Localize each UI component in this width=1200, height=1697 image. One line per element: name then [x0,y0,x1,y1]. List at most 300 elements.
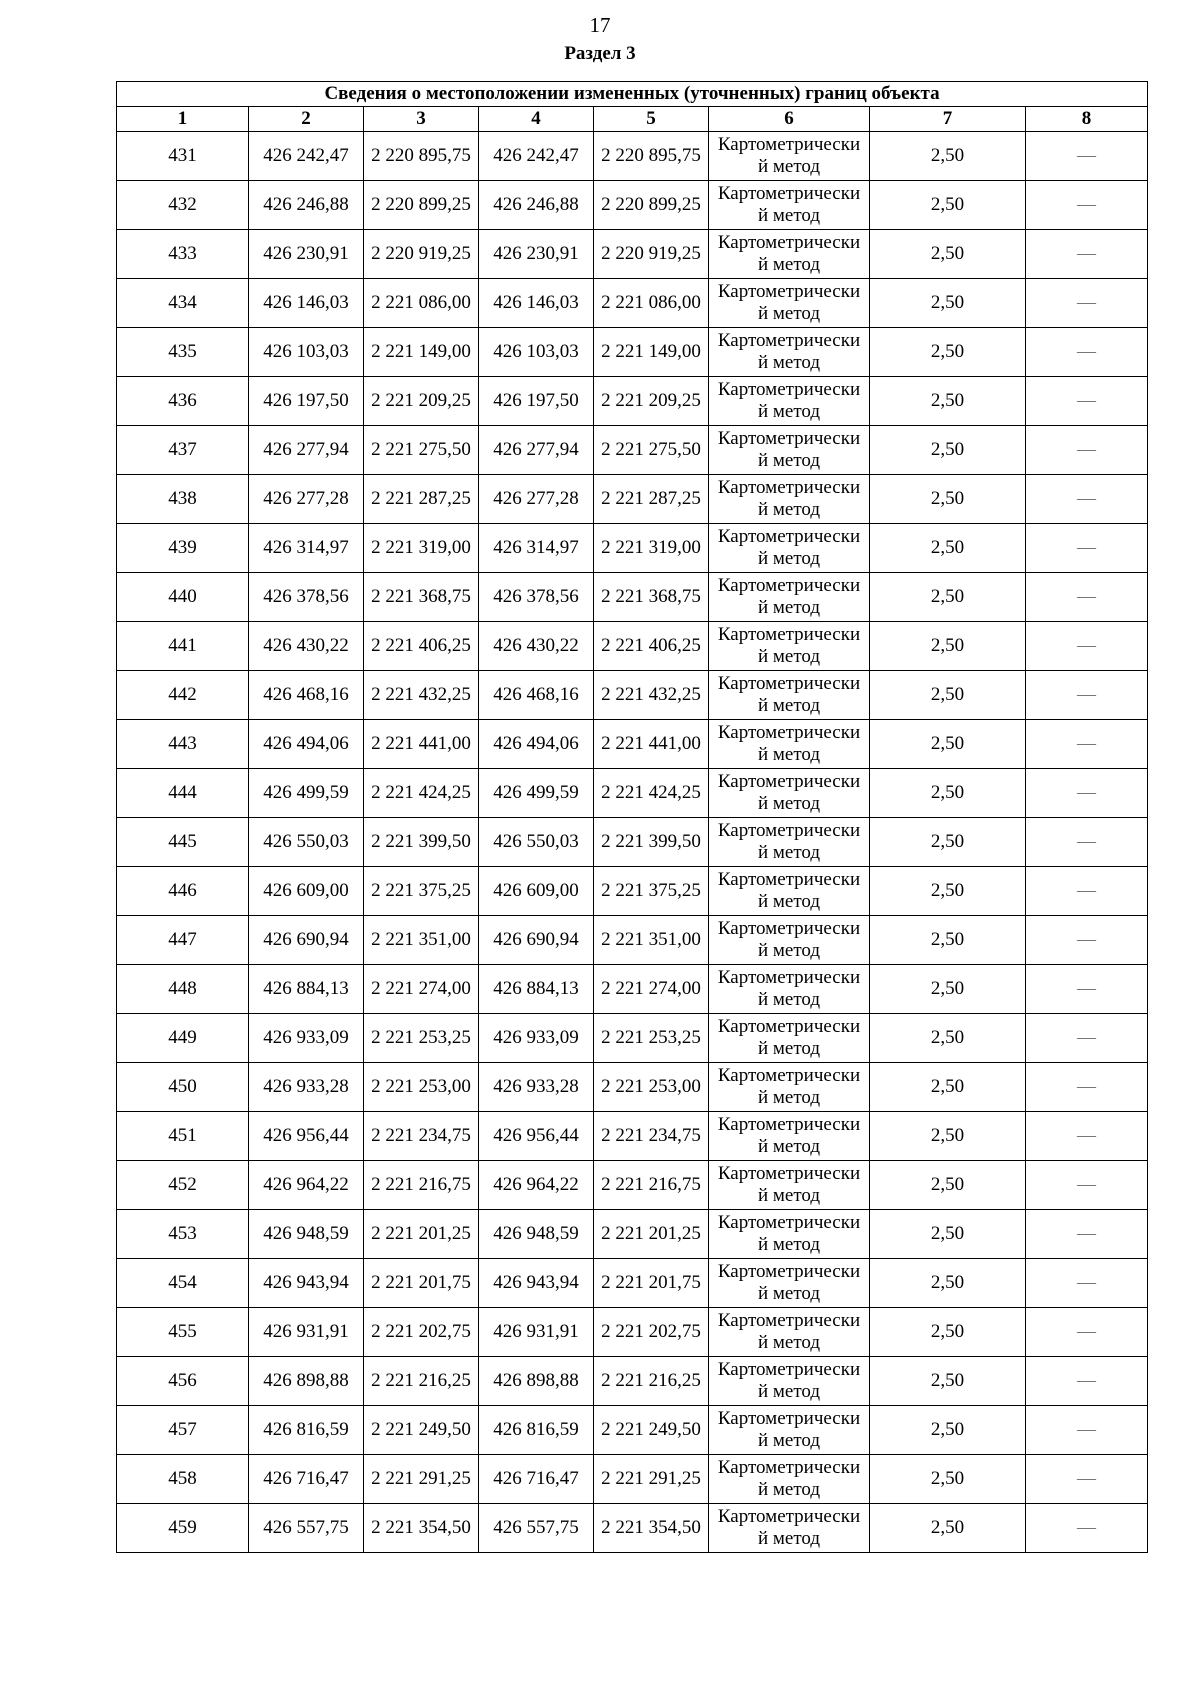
method-text-line2: й метод [757,989,821,1010]
method-text-line1: Картометрически [717,1212,861,1233]
method-text-line2: й метод [757,352,821,373]
y-new-cell: 2 220 895,75 [594,132,709,181]
x-old-cell: 426 430,22 [249,622,364,671]
table-row [117,377,1148,426]
y-new-cell: 2 221 399,50 [594,818,709,867]
accuracy-cell: 2,50 [870,622,1026,671]
y-new-cell: 2 221 441,00 [594,720,709,769]
y-new-cell: 2 221 086,00 [594,279,709,328]
empty-dash-cell: — [1026,867,1148,916]
empty-dash-cell: — [1026,132,1148,181]
x-new-cell: 426 277,28 [479,475,594,524]
column-number-row [117,107,1148,132]
empty-dash-cell: — [1026,818,1148,867]
y-new-cell: 2 221 275,50 [594,426,709,475]
empty-dash-cell: — [1026,1504,1148,1553]
x-new-cell: 426 230,91 [479,230,594,279]
method-text-line1: Картометрически [717,526,861,547]
accuracy-cell: 2,50 [870,1504,1026,1553]
method-cell [709,671,870,720]
column-number: 6 [709,107,870,132]
y-old-cell: 2 221 399,50 [364,818,479,867]
empty-dash-cell: — [1026,1357,1148,1406]
point-number-cell: 453 [117,1210,249,1259]
table-row [117,1455,1148,1504]
table-row [117,622,1148,671]
x-new-cell: 426 816,59 [479,1406,594,1455]
method-cell [709,328,870,377]
table-row [117,1161,1148,1210]
y-old-cell: 2 221 287,25 [364,475,479,524]
column-number: 3 [364,107,479,132]
accuracy-cell: 2,50 [870,475,1026,524]
method-text-line1: Картометрически [717,1114,861,1135]
empty-dash-cell: — [1026,475,1148,524]
x-old-cell: 426 964,22 [249,1161,364,1210]
empty-dash-cell: — [1026,1210,1148,1259]
x-new-cell: 426 430,22 [479,622,594,671]
x-old-cell: 426 609,00 [249,867,364,916]
accuracy-cell: 2,50 [870,916,1026,965]
x-old-cell: 426 716,47 [249,1455,364,1504]
method-text-line1: Картометрически [717,1408,861,1429]
y-old-cell: 2 221 441,00 [364,720,479,769]
x-old-cell: 426 246,88 [249,181,364,230]
method-text-line1: Картометрически [717,1065,861,1086]
y-new-cell: 2 221 351,00 [594,916,709,965]
point-number-cell: 455 [117,1308,249,1357]
empty-dash-cell: — [1026,181,1148,230]
point-number-cell: 454 [117,1259,249,1308]
accuracy-cell: 2,50 [870,965,1026,1014]
table-body [117,132,1148,1553]
method-cell [709,1455,870,1504]
y-new-cell: 2 221 424,25 [594,769,709,818]
empty-dash-cell: — [1026,1014,1148,1063]
point-number-cell: 459 [117,1504,249,1553]
table-row [117,818,1148,867]
x-old-cell: 426 494,06 [249,720,364,769]
empty-dash-cell: — [1026,1308,1148,1357]
empty-dash-cell: — [1026,1406,1148,1455]
column-number: 4 [479,107,594,132]
table-row [117,230,1148,279]
method-text-line1: Картометрически [717,428,861,449]
point-number-cell: 442 [117,671,249,720]
y-old-cell: 2 221 368,75 [364,573,479,622]
method-text-line1: Картометрически [717,1457,861,1478]
method-cell [709,1504,870,1553]
x-new-cell: 426 550,03 [479,818,594,867]
x-new-cell: 426 557,75 [479,1504,594,1553]
method-cell [709,720,870,769]
y-new-cell: 2 221 209,25 [594,377,709,426]
column-number: 1 [117,107,249,132]
point-number-cell: 434 [117,279,249,328]
method-text-line1: Картометрически [717,771,861,792]
y-old-cell: 2 221 234,75 [364,1112,479,1161]
point-number-cell: 436 [117,377,249,426]
section-title: Раздел 3 [564,43,636,64]
x-new-cell: 426 494,06 [479,720,594,769]
method-cell [709,181,870,230]
accuracy-cell: 2,50 [870,1406,1026,1455]
method-text-line2: й метод [757,1479,821,1500]
method-text-line2: й метод [757,548,821,569]
y-old-cell: 2 221 406,25 [364,622,479,671]
y-old-cell: 2 221 375,25 [364,867,479,916]
method-text-line2: й метод [757,401,821,422]
method-text-line2: й метод [757,499,821,520]
y-new-cell: 2 221 234,75 [594,1112,709,1161]
table-caption-row [117,82,1148,107]
method-cell [709,818,870,867]
method-cell [709,426,870,475]
point-number-cell: 450 [117,1063,249,1112]
table-row [117,769,1148,818]
method-text-line1: Картометрически [717,869,861,890]
y-old-cell: 2 221 149,00 [364,328,479,377]
method-cell [709,1308,870,1357]
method-cell [709,1210,870,1259]
x-old-cell: 426 197,50 [249,377,364,426]
y-old-cell: 2 221 319,00 [364,524,479,573]
table-row [117,1063,1148,1112]
method-text-line2: й метод [757,156,821,177]
point-number-cell: 431 [117,132,249,181]
point-number-cell: 456 [117,1357,249,1406]
method-text-line1: Картометрически [717,624,861,645]
point-number-cell: 443 [117,720,249,769]
y-new-cell: 2 221 216,25 [594,1357,709,1406]
method-text-line2: й метод [757,303,821,324]
x-new-cell: 426 314,97 [479,524,594,573]
method-text-line1: Картометрически [717,967,861,988]
y-old-cell: 2 221 216,75 [364,1161,479,1210]
table-row [117,1112,1148,1161]
y-new-cell: 2 221 406,25 [594,622,709,671]
y-new-cell: 2 221 354,50 [594,1504,709,1553]
x-new-cell: 426 898,88 [479,1357,594,1406]
x-new-cell: 426 933,09 [479,1014,594,1063]
x-old-cell: 426 468,16 [249,671,364,720]
method-text-line1: Картометрически [717,1016,861,1037]
point-number-cell: 451 [117,1112,249,1161]
y-old-cell: 2 221 086,00 [364,279,479,328]
accuracy-cell: 2,50 [870,132,1026,181]
y-new-cell: 2 221 432,25 [594,671,709,720]
y-old-cell: 2 221 354,50 [364,1504,479,1553]
x-new-cell: 426 956,44 [479,1112,594,1161]
empty-dash-cell: — [1026,720,1148,769]
accuracy-cell: 2,50 [870,769,1026,818]
x-new-cell: 426 964,22 [479,1161,594,1210]
table-row [117,328,1148,377]
point-number-cell: 433 [117,230,249,279]
y-old-cell: 2 220 919,25 [364,230,479,279]
accuracy-cell: 2,50 [870,426,1026,475]
method-text-line1: Картометрически [717,1506,861,1527]
method-text-line1: Картометрически [717,918,861,939]
accuracy-cell: 2,50 [870,279,1026,328]
point-number-cell: 439 [117,524,249,573]
column-number: 8 [1026,107,1148,132]
method-text-line2: й метод [757,1528,821,1549]
table-row [117,1014,1148,1063]
x-old-cell: 426 230,91 [249,230,364,279]
accuracy-cell: 2,50 [870,1455,1026,1504]
x-new-cell: 426 609,00 [479,867,594,916]
x-old-cell: 426 933,09 [249,1014,364,1063]
accuracy-cell: 2,50 [870,1259,1026,1308]
table-row [117,1259,1148,1308]
column-number: 7 [870,107,1026,132]
y-old-cell: 2 221 201,25 [364,1210,479,1259]
method-cell [709,1014,870,1063]
page-number: 17 [589,13,611,37]
method-text-line2: й метод [757,695,821,716]
x-new-cell: 426 884,13 [479,965,594,1014]
method-text-line2: й метод [757,1087,821,1108]
method-cell [709,622,870,671]
point-number-cell: 437 [117,426,249,475]
y-old-cell: 2 221 209,25 [364,377,479,426]
empty-dash-cell: — [1026,426,1148,475]
x-new-cell: 426 468,16 [479,671,594,720]
method-cell [709,1161,870,1210]
empty-dash-cell: — [1026,916,1148,965]
method-text-line2: й метод [757,1332,821,1353]
table-row [117,1504,1148,1553]
x-new-cell: 426 197,50 [479,377,594,426]
method-cell [709,965,870,1014]
method-text-line1: Картометрически [717,379,861,400]
point-number-cell: 452 [117,1161,249,1210]
y-new-cell: 2 221 368,75 [594,573,709,622]
x-old-cell: 426 146,03 [249,279,364,328]
method-cell [709,1406,870,1455]
point-number-cell: 446 [117,867,249,916]
y-new-cell: 2 221 375,25 [594,867,709,916]
table-row [117,524,1148,573]
y-old-cell: 2 221 216,25 [364,1357,479,1406]
y-new-cell: 2 221 249,50 [594,1406,709,1455]
empty-dash-cell: — [1026,328,1148,377]
accuracy-cell: 2,50 [870,377,1026,426]
method-cell [709,1259,870,1308]
x-new-cell: 426 277,94 [479,426,594,475]
method-text-line2: й метод [757,1430,821,1451]
accuracy-cell: 2,50 [870,1308,1026,1357]
x-new-cell: 426 146,03 [479,279,594,328]
point-number-cell: 444 [117,769,249,818]
table-row [117,181,1148,230]
y-old-cell: 2 220 899,25 [364,181,479,230]
table-row [117,1357,1148,1406]
x-new-cell: 426 933,28 [479,1063,594,1112]
x-new-cell: 426 948,59 [479,1210,594,1259]
y-new-cell: 2 221 319,00 [594,524,709,573]
method-cell [709,132,870,181]
point-number-cell: 440 [117,573,249,622]
y-new-cell: 2 221 253,00 [594,1063,709,1112]
method-text-line1: Картометрически [717,281,861,302]
x-old-cell: 426 948,59 [249,1210,364,1259]
x-old-cell: 426 816,59 [249,1406,364,1455]
x-old-cell: 426 933,28 [249,1063,364,1112]
point-number-cell: 458 [117,1455,249,1504]
x-old-cell: 426 242,47 [249,132,364,181]
x-old-cell: 426 314,97 [249,524,364,573]
accuracy-cell: 2,50 [870,1063,1026,1112]
table-row [117,1210,1148,1259]
point-number-cell: 435 [117,328,249,377]
table-row [117,426,1148,475]
x-new-cell: 426 931,91 [479,1308,594,1357]
method-text-line1: Картометрически [717,232,861,253]
method-text-line1: Картометрически [717,1359,861,1380]
accuracy-cell: 2,50 [870,230,1026,279]
method-text-line1: Картометрически [717,1310,861,1331]
y-old-cell: 2 221 249,50 [364,1406,479,1455]
method-cell [709,377,870,426]
accuracy-cell: 2,50 [870,181,1026,230]
x-new-cell: 426 103,03 [479,328,594,377]
method-cell [709,1112,870,1161]
y-new-cell: 2 221 287,25 [594,475,709,524]
method-text-line1: Картометрически [717,673,861,694]
method-cell [709,1063,870,1112]
table-row [117,132,1148,181]
method-cell [709,475,870,524]
table-row [117,279,1148,328]
method-text-line2: й метод [757,1381,821,1402]
method-text-line2: й метод [757,1136,821,1157]
x-old-cell: 426 499,59 [249,769,364,818]
table-caption: Сведения о местоположении измененных (уточненных) границ объекта [117,82,1148,107]
method-text-line2: й метод [757,744,821,765]
accuracy-cell: 2,50 [870,328,1026,377]
table-row [117,916,1148,965]
x-old-cell: 426 956,44 [249,1112,364,1161]
y-old-cell: 2 221 275,50 [364,426,479,475]
y-new-cell: 2 221 201,25 [594,1210,709,1259]
y-old-cell: 2 221 432,25 [364,671,479,720]
accuracy-cell: 2,50 [870,671,1026,720]
method-text-line2: й метод [757,450,821,471]
point-number-cell: 447 [117,916,249,965]
point-number-cell: 445 [117,818,249,867]
x-old-cell: 426 557,75 [249,1504,364,1553]
table-row [117,475,1148,524]
empty-dash-cell: — [1026,1161,1148,1210]
point-number-cell: 449 [117,1014,249,1063]
table-row [117,720,1148,769]
y-old-cell: 2 221 291,25 [364,1455,479,1504]
table-row [117,671,1148,720]
table-row [117,867,1148,916]
method-text-line1: Картометрически [717,1261,861,1282]
empty-dash-cell: — [1026,279,1148,328]
method-cell [709,573,870,622]
method-text-line2: й метод [757,205,821,226]
y-old-cell: 2 221 202,75 [364,1308,479,1357]
method-text-line2: й метод [757,793,821,814]
x-old-cell: 426 931,91 [249,1308,364,1357]
empty-dash-cell: — [1026,524,1148,573]
x-new-cell: 426 690,94 [479,916,594,965]
x-old-cell: 426 277,28 [249,475,364,524]
x-new-cell: 426 716,47 [479,1455,594,1504]
y-old-cell: 2 221 201,75 [364,1259,479,1308]
y-new-cell: 2 221 253,25 [594,1014,709,1063]
accuracy-cell: 2,50 [870,1161,1026,1210]
y-new-cell: 2 221 149,00 [594,328,709,377]
point-number-cell: 432 [117,181,249,230]
accuracy-cell: 2,50 [870,524,1026,573]
method-cell [709,916,870,965]
method-text-line1: Картометрически [717,330,861,351]
accuracy-cell: 2,50 [870,1014,1026,1063]
empty-dash-cell: — [1026,671,1148,720]
x-new-cell: 426 943,94 [479,1259,594,1308]
y-old-cell: 2 220 895,75 [364,132,479,181]
method-cell [709,867,870,916]
method-text-line2: й метод [757,597,821,618]
empty-dash-cell: — [1026,1259,1148,1308]
point-number-cell: 438 [117,475,249,524]
table-row [117,1406,1148,1455]
y-new-cell: 2 221 274,00 [594,965,709,1014]
y-old-cell: 2 221 424,25 [364,769,479,818]
method-cell [709,279,870,328]
accuracy-cell: 2,50 [870,720,1026,769]
accuracy-cell: 2,50 [870,1112,1026,1161]
empty-dash-cell: — [1026,230,1148,279]
accuracy-cell: 2,50 [870,1357,1026,1406]
method-text-line1: Картометрически [717,477,861,498]
y-new-cell: 2 221 201,75 [594,1259,709,1308]
x-new-cell: 426 242,47 [479,132,594,181]
x-old-cell: 426 884,13 [249,965,364,1014]
method-text-line1: Картометрически [717,820,861,841]
method-text-line2: й метод [757,646,821,667]
boundary-coordinates-table [116,81,1148,1553]
method-text-line1: Картометрически [717,134,861,155]
empty-dash-cell: — [1026,1455,1148,1504]
empty-dash-cell: — [1026,573,1148,622]
empty-dash-cell: — [1026,377,1148,426]
method-text-line2: й метод [757,1038,821,1059]
x-old-cell: 426 103,03 [249,328,364,377]
method-text-line2: й метод [757,1185,821,1206]
method-cell [709,524,870,573]
x-old-cell: 426 943,94 [249,1259,364,1308]
method-text-line2: й метод [757,1234,821,1255]
empty-dash-cell: — [1026,1063,1148,1112]
x-old-cell: 426 277,94 [249,426,364,475]
method-text-line2: й метод [757,1283,821,1304]
y-old-cell: 2 221 253,00 [364,1063,479,1112]
method-text-line2: й метод [757,891,821,912]
x-new-cell: 426 499,59 [479,769,594,818]
column-number: 2 [249,107,364,132]
x-new-cell: 426 246,88 [479,181,594,230]
x-old-cell: 426 378,56 [249,573,364,622]
method-text-line1: Картометрически [717,575,861,596]
x-old-cell: 426 690,94 [249,916,364,965]
y-new-cell: 2 221 202,75 [594,1308,709,1357]
